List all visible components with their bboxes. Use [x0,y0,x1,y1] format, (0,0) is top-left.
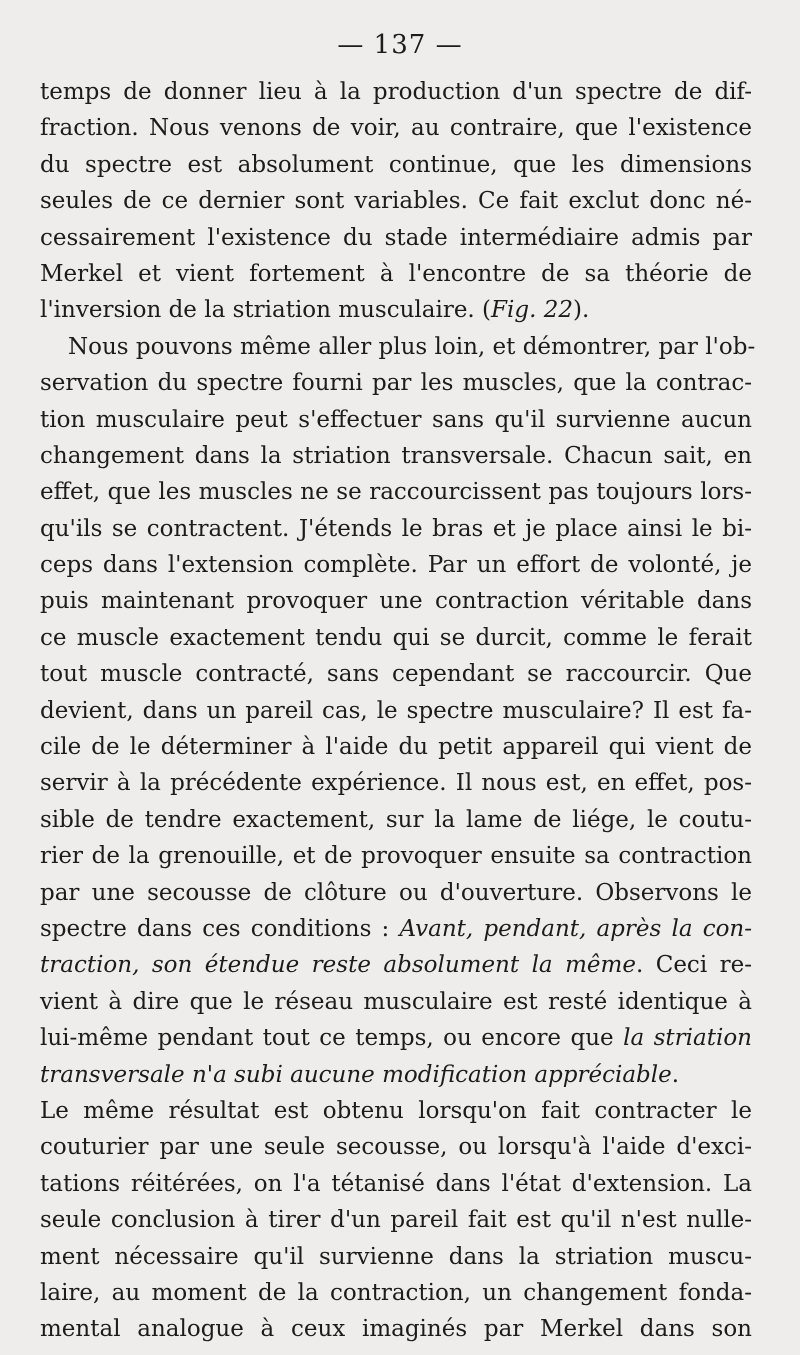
text-line [40,765,752,801]
text-line [40,838,752,874]
page-number: — 137 — [337,30,463,60]
text-line [40,1057,752,1093]
text-segment: changement dans la striation transversale. Chacun sait, en [40,442,752,469]
text-line [40,1202,752,1238]
text-segment: . [671,1061,680,1088]
text-segment: lui-même pendant tout ce temps, ou encore que [40,1025,624,1052]
text-line [40,329,756,365]
text-segment: puis maintenant provoquer une contraction véritable dans [40,588,752,615]
text-line [40,1020,752,1056]
text-segment: tations réitérées, on l'a tétanisé dans l'état d'extension. La [40,1170,752,1197]
text-segment: . Ceci re- [635,952,753,979]
text-segment: effet, que les muscles ne se raccourcissent pas toujours lors- [40,479,752,506]
text-line [40,292,752,328]
text-line [40,183,752,219]
italic-text: Avant, pendant, après la con- [399,915,753,942]
text-segment: ceps dans l'extension complète. Par un effort de volonté, je [40,552,752,579]
text-segment: Le même résultat est obtenu lorsqu'on fait contracter le [40,1097,752,1124]
text-segment: seule conclusion à tirer d'un pareil fait est qu'il n'est nulle- [40,1207,752,1234]
text-line [40,620,752,656]
text-segment: mental analogue à ceux imaginés par Merkel dans son [40,1316,752,1343]
text-line [40,583,752,619]
italic-text: traction, son étendue reste absolument la même [40,952,636,979]
text-segment: servir à la précédente expérience. Il nous est, en effet, pos- [40,770,752,797]
text-line [40,220,752,256]
text-segment: cile de le déterminer à l'aide du petit appareil qui vient de [40,734,752,761]
text-line [40,256,752,292]
text-segment: fraction. Nous venons de voir, au contraire, que l'existence [40,115,752,142]
text-line [40,547,752,583]
text-segment: l'inversion de la striation musculaire. ( [40,297,492,324]
text-line [40,511,752,547]
text-line [40,365,752,401]
italic-text: transversale n'a subi aucune modification appréciable [40,1061,672,1088]
text-segment: couturier par une seule secousse, ou lorsqu'à l'aide d'exci- [40,1134,752,1161]
text-line [40,875,752,911]
text-segment: spectre dans ces conditions : [40,915,400,942]
text-line [40,474,752,510]
text-line [40,147,752,183]
text-segment: ce muscle exactement tendu qui se durcit, comme le ferait [40,624,752,651]
text-segment: qu'ils se contractent. J'étends le bras et je place ainsi le bi- [40,515,752,542]
text-line [40,402,752,438]
text-line [40,656,752,692]
text-line [40,1275,752,1311]
text-line [40,947,752,983]
body-text [40,74,756,1348]
text-segment: seules de ce dernier sont variables. Ce fait exclut donc né- [40,188,752,215]
text-line [40,1239,752,1275]
text-line [40,110,752,146]
text-segment: temps de donner lieu à la production d'un spectre de dif- [40,79,752,105]
text-segment: sible de tendre exactement, sur la lame de liége, le coutu- [40,806,752,833]
text-segment: devient, dans un pareil cas, le spectre musculaire? Il est fa- [40,697,752,724]
text-segment: ment nécessaire qu'il survienne dans la striation muscu- [40,1243,752,1270]
text-line [40,74,752,110]
text-segment: vient à dire que le réseau musculaire est resté identique à [40,988,752,1015]
text-segment: rier de la grenouille, et de provoquer ensuite sa contraction [40,843,752,870]
text-segment: du spectre est absolument continue, que les dimensions [40,151,752,178]
text-line [40,1166,752,1202]
text-line [40,911,752,947]
text-line [40,693,752,729]
text-segment: Nous pouvons même aller plus loin, et démontrer, par l'ob- [68,333,756,360]
italic-text: Fig. 22 [491,297,573,324]
text-line [40,729,752,765]
text-line [40,802,752,838]
text-segment: laire, au moment de la contraction, un changement fonda- [40,1279,752,1306]
text-segment: tout muscle contracté, sans cependant se raccourcir. Que [40,661,752,688]
text-line [40,1093,752,1129]
text-segment: tion musculaire peut s'effectuer sans qu'il survienne aucun [40,406,752,433]
text-line [40,984,752,1020]
text-line [40,438,752,474]
text-segment: par une secousse de clôture ou d'ouverture. Observons le [40,879,752,906]
text-segment: cessairement l'existence du stade intermédiaire admis par [40,224,752,251]
text-segment: ). [572,297,590,324]
italic-text: la striation [623,1025,752,1052]
text-line [40,1129,752,1165]
text-segment: Merkel et vient fortement à l'encontre de sa théorie de [40,260,752,287]
text-line [40,1311,752,1347]
text-segment: servation du spectre fourni par les muscles, que la contrac- [40,370,752,397]
